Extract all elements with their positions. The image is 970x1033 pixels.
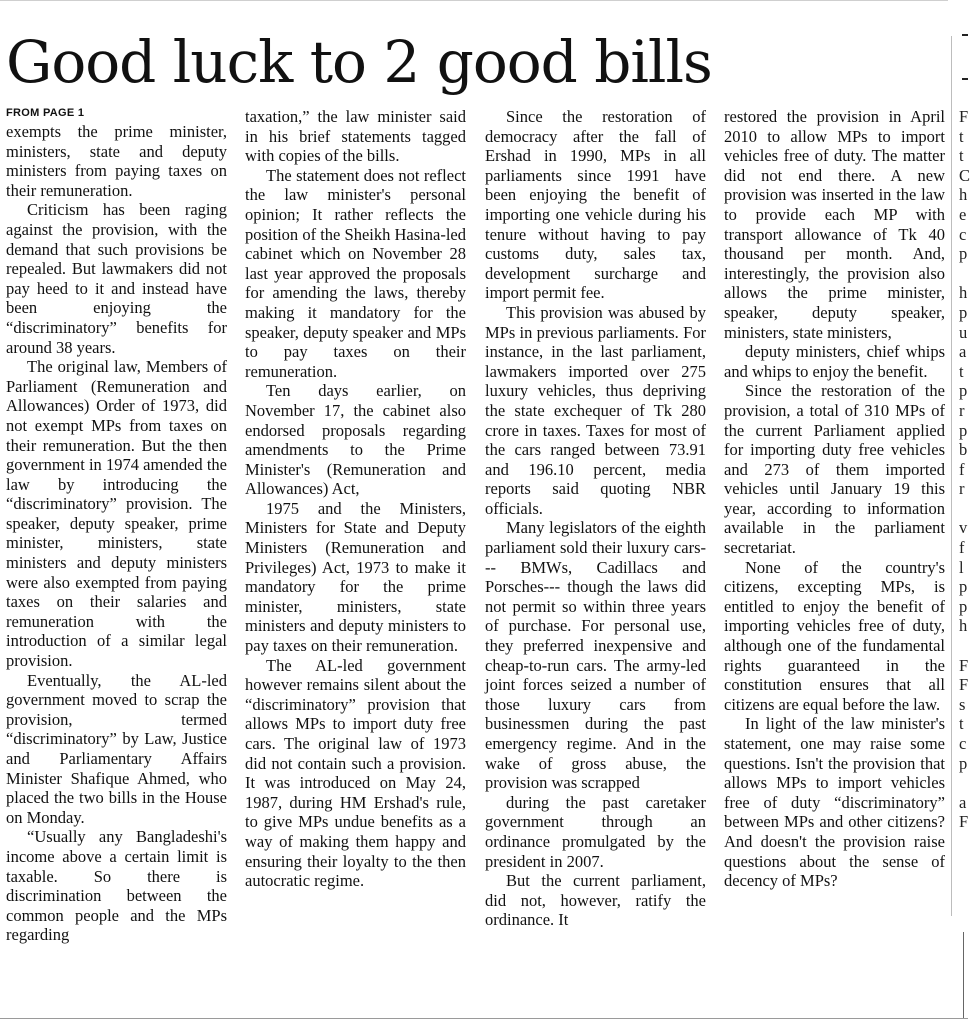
edge-letter: F [959, 655, 969, 675]
paragraph: exempts the prime minister, ministers, state and deputy ministers from paying taxes on their remuneration. [6, 122, 227, 200]
edge-letter: v [959, 518, 968, 538]
edge-letter: F [959, 812, 969, 832]
paragraph: during the past caretaker government through an ordinance promulgated by the president in 2007. [485, 792, 706, 871]
paragraph: 1975 and the Ministers, Ministers for State and Deputy Ministers (Remuneration and Privileges) Act, 1973 to make it mandatory for the prime minister, ministers, state ministers and deputy ministers to pay taxes on their remuneration. [245, 498, 466, 656]
paragraph: This provision was abused by MPs in previous parliaments. For instance, in the last parliament, lawmakers imported over 275 luxury vehicles, thus depriving the state exchequer of Tk 280 crore in taxes. Taxes for most of the cars ranged between 73.91 and 196.10 percent, media reports said quoting NBR officials. [485, 302, 706, 518]
edge-mark [962, 78, 968, 80]
article-column-2 [245, 107, 466, 891]
edge-letter [959, 264, 968, 284]
edge-letter: a [959, 792, 967, 812]
edge-letter: p [959, 577, 968, 597]
continuation-kicker: FROM PAGE 1 [6, 107, 85, 119]
bottom-rule [0, 1018, 968, 1019]
edge-letter: s [959, 694, 966, 714]
column-divider [951, 36, 952, 916]
article-column-1 [6, 107, 227, 945]
edge-letter: l [959, 557, 964, 577]
paragraph: “Usually any Bangladeshi's income above a certain limit is taxable. So there is discrimination between the common people and the MPs regarding [6, 827, 227, 945]
edge-letter [959, 499, 968, 519]
paragraph: taxation,” the law minister said in his brief statements tagged with copies of the bills. [245, 107, 466, 166]
paragraph: But the current parliament, did not, however, ratify the ordinance. It [485, 871, 706, 930]
paragraph: Many legislators of the eighth parliament sold their luxury cars--- BMWs, Cadillacs and Porsches--- though the laws did not permit so within three years of purchase. For personal use, they preferred inexpensive and cheap-to-run cars. The army-led joint forces seized a number of those luxury cars from businessmen during the past emergency regime. And in the wake of gross abuse, the provision was scrapped [485, 518, 706, 793]
paragraph: Since the restoration of the provision, a total of 310 MPs of the current Parliament applied for importing duty free vehicles and 273 of them imported vehicles until January 19 this year, according to information available in the parliament secretariat. [724, 381, 945, 558]
article-column-3 [485, 107, 706, 930]
adjacent-article-edge [959, 107, 968, 832]
headline: Good luck to 2 good bills [6, 28, 712, 96]
edge-letter: c [959, 734, 967, 753]
edge-letter: t [959, 361, 964, 381]
edge-letter: p [959, 596, 968, 616]
paragraph: In light of the law minister's statement, one may raise some questions. Isn't the provision that allows MPs to import vehicles free of duty “discriminatory” between MPs and other citizens? And doesn't the provision raise questions about the sense of decency of MPs? [724, 714, 945, 891]
edge-letter: r [959, 479, 965, 499]
edge-letter: F [959, 675, 969, 695]
edge-letter: t [959, 146, 964, 166]
adjacent-box-edge [963, 932, 970, 1018]
edge-letter [959, 636, 968, 656]
edge-letter: b [959, 440, 968, 460]
edge-letter: c [959, 224, 967, 244]
paragraph: The statement does not reflect the law minister's personal opinion; It rather reflects the position of the Sheikh Hasina-led cabinet which on November 28 last year approved the proposals for amending the laws, thereby making it mandatory for the speaker, deputy speaker and MPs to pay taxes on their remuneration. [245, 165, 466, 381]
edge-letter: h [959, 283, 968, 303]
edge-letter: u [959, 322, 968, 342]
paragraph: The original law, Members of Parliament (Remuneration and Allowances) Order of 1973, did not exempt MPs from taxes on their remuneration. But the then government in 1974 amended the law by introducing the “discriminatory” provision. The speaker, deputy speaker, prime minister, ministers, state ministers and deputy ministers were also exempted from paying taxes on their salaries and remuneration with the introduction of a similar legal provision. [6, 357, 227, 671]
paragraph: Ten days earlier, on November 17, the cabinet also endorsed proposals regarding amendments to the Prime Minister's (Remuneration and Allowances) Act, [245, 381, 466, 499]
paragraph: Since the restoration of democracy after the fall of Ershad in 1990, MPs in all parliaments since 1991 have been enjoying the benefit of importing one vehicle during his tenure without having to pay customs duty, sales tax, development surcharge and import permit fee. [485, 107, 706, 303]
article-column-4 [724, 107, 945, 891]
edge-letter: h [959, 185, 968, 205]
paragraph: Criticism has been raging against the provision, with the demand that such provisions be repealed. But lawmakers did not pay heed to it and instead have been enjoying the “discriminatory” benefits for around 38 years. [6, 200, 227, 357]
edge-letter: p [959, 420, 968, 440]
paragraph: restored the provision in April 2010 to allow MPs to import vehicles free of duty. The matter did not end there. A new provision was inserted in the law to provide each MP with transport allowance of Tk 40 thousand per month. And, interestingly, the provision also allows the prime minister, speaker, deputy speaker, ministers, state ministers, [724, 107, 945, 342]
edge-letter: F [959, 107, 969, 126]
paragraph: The AL-led government however remains silent about the “discriminatory” provision that allows MPs to import duty free cars. The original law of 1973 did not contain such a provision. It was introduced on May 24, 1987, during HM Ershad's rule, to give MPs undue benefits as a way of making them happy and ensuring their loyalty to the then autocratic regime. [245, 655, 466, 891]
paragraph: deputy ministers, chief whips and whips to enjoy the benefit. [724, 342, 945, 381]
edge-letter: p [959, 244, 968, 264]
edge-letter: p [959, 753, 968, 773]
edge-letter: t [959, 126, 964, 146]
edge-letter: t [959, 714, 964, 734]
edge-letter: e [959, 204, 967, 224]
edge-letter: r [959, 400, 965, 420]
edge-letter: C [959, 165, 970, 185]
edge-letter [959, 773, 968, 793]
edge-letter: f [959, 538, 965, 558]
paragraph: None of the country's citizens, excepting MPs, is entitled to enjoy the benefit of importing vehicles free of duty, although one of the fundamental rights guaranteed in the constitution ensures that all citizens are equal before the law. [724, 557, 945, 714]
top-rule [0, 0, 948, 1]
edge-letter: p [959, 302, 968, 322]
edge-letter: h [959, 616, 968, 636]
edge-letter: f [959, 459, 965, 479]
edge-letter: a [959, 342, 967, 362]
paragraph: Eventually, the AL-led government moved to scrap the provision, termed “discriminatory” by Law, Justice and Parliamentary Affairs Minister Shafique Ahmed, who placed the two bills in the House on Monday. [6, 670, 227, 827]
edge-letter: p [959, 381, 968, 401]
edge-mark [962, 34, 968, 36]
